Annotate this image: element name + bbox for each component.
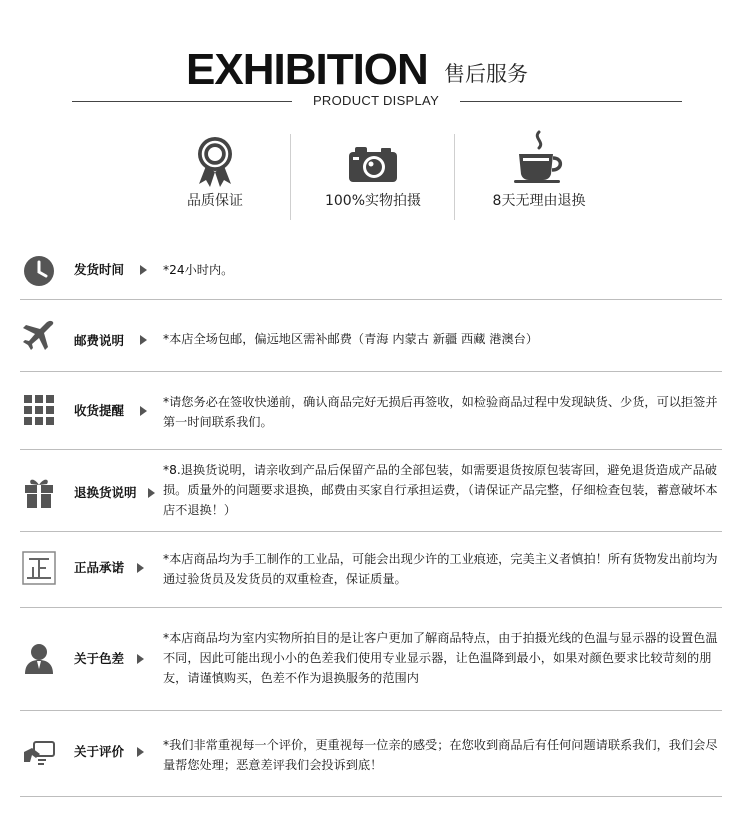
info-row-reviews [20,710,722,797]
info-row-receipt-reminder [20,371,722,450]
row-text: *本店商品均为手工制作的工业品，可能会出现少许的工业痕迹，完美主义者慎拍！所有货物发出前均为通过验货员及发货员的双重检查，保证质量。 [163,552,718,586]
row-text: *请您务必在签收快递前，确认商品完好无损后再签收，如检验商品过程中发现缺货、少货，可以拒签并第一时间联系我们。 [163,395,718,429]
airplane-icon [22,319,56,353]
arrow-right-icon [140,265,147,275]
row-text: *本店商品均为室内实物所拍目的是让客户更加了解商品特点，由于拍摄光线的色温与显示器的设置色温不同，因此可能出现小小的色差我们使用专业显示器，让色温降到最小，如果对颜色要求比较苛刻的朋友，请谨慎购买，色差不作为退换服务的范围内 [163,631,718,685]
arrow-right-icon [148,488,155,498]
row-text: *我们非常重视每一个评价，更重视每一位亲的感受；在您收到商品后有任何问题请联系我们，我们会尽量帮您处理；恶意差评我们会投诉到底！ [163,738,718,772]
row-text: *24小时内。 [163,263,234,277]
arrow-right-icon [140,406,147,416]
camera-icon [347,144,399,188]
feature-label: 100%实物拍摄 [324,193,422,209]
row-label: 收货提醒 [74,403,125,418]
feature-strip [130,130,650,220]
arrow-right-icon [140,335,147,345]
row-label: 正品承诺 [74,560,125,575]
info-row-postage [20,299,722,372]
grid-icon [22,393,56,427]
feature-label: 品质保证 [187,193,243,209]
feature-real-photo [288,130,458,220]
row-label: 发货时间 [74,262,125,277]
header-rule-left [72,101,292,102]
info-row-return-policy [20,449,722,532]
row-label: 邮费说明 [74,333,125,348]
page-title-chinese: 售后服务 [444,62,528,86]
zheng-character-icon [22,551,56,585]
gift-box-icon [22,475,56,509]
row-text: *本店全场包邮，偏远地区需补邮费（青海 内蒙古 新疆 西藏 港澳台） [163,332,539,346]
page-subtitle: PRODUCT DISPLAY [312,93,440,108]
handshake-card-icon [22,736,56,770]
feature-quality [130,130,300,220]
award-ribbon-icon [195,136,235,192]
feature-returns [454,130,624,220]
coffee-cup-icon [511,130,567,188]
row-label: 退换货说明 [74,485,137,500]
arrow-right-icon [137,747,144,757]
info-row-shipping-time [20,244,722,300]
row-label: 关于评价 [74,744,125,759]
row-text: *8.退换货说明，请亲收到产品后保留产品的全部包装，如需要退货按原包装寄回，避免退货造成产品破损。质量外的问题要求退换，邮费由买家自行承担运费，（请保证产品完整，仔细检查包装，蓄意破坏本店不退换！） [163,463,718,517]
row-label: 关于色差 [74,651,125,666]
page-title: EXHIBITION [186,45,428,94]
header [0,0,750,112]
info-row-authenticity [20,531,722,608]
arrow-right-icon [137,563,144,573]
arrow-right-icon [137,654,144,664]
feature-label: 8天无理由退换 [492,193,586,209]
clock-icon [22,254,56,288]
header-rule-right [460,101,682,102]
person-icon [22,641,56,675]
info-row-color-difference [20,607,722,711]
